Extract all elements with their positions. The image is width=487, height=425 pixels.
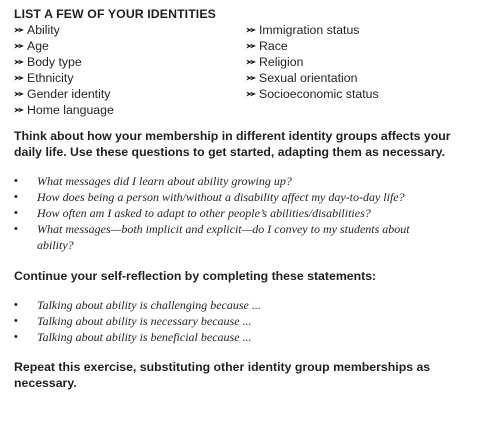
identities-heading: LIST A FEW OF YOUR IDENTITIES	[14, 7, 216, 21]
question-item	[14, 205, 477, 221]
think-paragraph: Think about how your membership in different identity groups affects your daily life. Use these questions to get started, adapting them as necessary.	[14, 129, 451, 159]
question-text: What messages did I learn about ability growing up?	[37, 174, 292, 188]
arrow-bullet-icon	[246, 22, 258, 38]
identity-label: Sexual orientation	[259, 71, 358, 85]
bullet-icon: •	[14, 315, 18, 327]
question-item	[14, 221, 427, 253]
identity-label: Age	[27, 39, 49, 53]
bullet-icon: •	[14, 223, 18, 235]
statements-list	[14, 297, 477, 345]
arrow-bullet-icon	[246, 38, 258, 54]
identity-label: Race	[259, 39, 288, 53]
statement-text: Talking about ability is challenging because ...	[37, 298, 261, 312]
identity-item	[14, 70, 246, 86]
identity-item	[14, 102, 246, 118]
questions-list	[14, 173, 477, 253]
identity-item	[14, 38, 246, 54]
arrow-bullet-icon	[14, 22, 26, 38]
identity-item	[14, 54, 246, 70]
identity-label: Gender identity	[27, 87, 111, 101]
identity-label: Immigration status	[259, 23, 360, 37]
statement-item	[14, 313, 477, 329]
statement-text: Talking about ability is necessary because ...	[37, 314, 252, 328]
bullet-icon: •	[14, 175, 18, 187]
bullet-icon: •	[14, 207, 18, 219]
arrow-bullet-icon	[14, 86, 26, 102]
bullet-icon: •	[14, 191, 18, 203]
identity-label: Ethnicity	[27, 71, 74, 85]
question-text: How often am I asked to adapt to other people’s abilities/disabilities?	[37, 206, 371, 220]
bullet-icon: •	[14, 299, 18, 311]
identities-column-right	[246, 22, 466, 118]
identity-label: Socioeconomic status	[259, 87, 379, 101]
identity-item	[246, 54, 466, 70]
identity-item	[246, 86, 466, 102]
arrow-bullet-icon	[246, 86, 258, 102]
arrow-bullet-icon	[14, 70, 26, 86]
identities-column-left	[14, 22, 246, 118]
question-item	[14, 189, 477, 205]
question-text: How does being a person with/without a disability affect my day-to-day life?	[37, 190, 405, 204]
identity-item	[14, 22, 246, 38]
question-item	[14, 173, 477, 189]
identity-item	[246, 22, 466, 38]
arrow-bullet-icon	[14, 54, 26, 70]
repeat-paragraph: Repeat this exercise, substituting other identity group memberships as necessary.	[14, 360, 431, 390]
identity-label: Ability	[27, 23, 60, 37]
identity-label: Religion	[259, 55, 304, 69]
bullet-icon: •	[14, 331, 18, 343]
identity-item	[246, 70, 466, 86]
statement-text: Talking about ability is beneficial because ...	[37, 330, 252, 344]
arrow-bullet-icon	[14, 38, 26, 54]
continue-paragraph: Continue your self-reflection by completing these statements:	[14, 269, 377, 283]
identity-item	[246, 38, 466, 54]
question-text: What messages—both implicit and explicit—do I convey to my students about ability?	[37, 222, 410, 252]
arrow-bullet-icon	[14, 102, 26, 118]
arrow-bullet-icon	[246, 54, 258, 70]
identities-list	[14, 22, 477, 118]
identity-item	[14, 86, 246, 102]
arrow-bullet-icon	[246, 70, 258, 86]
identity-label: Home language	[27, 103, 114, 117]
identity-label: Body type	[27, 55, 82, 69]
statement-item	[14, 329, 477, 345]
statement-item	[14, 297, 477, 313]
